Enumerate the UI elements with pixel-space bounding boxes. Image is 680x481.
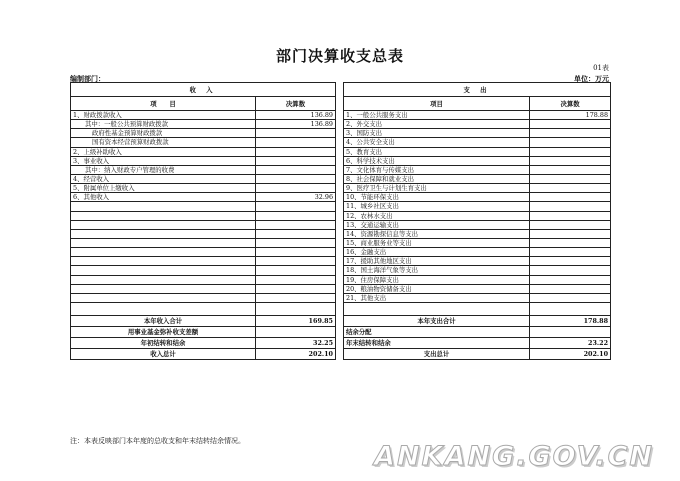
expense-amount-cell [530,229,611,238]
carryover-begin-value: 32.25 [256,337,336,348]
expense-amount-cell [530,202,611,211]
table-row [71,147,611,156]
compiling-department-label: 编制部门： [70,74,105,83]
table-row [71,165,611,174]
expense-item-cell: 17、援助其他地区支出 [344,257,530,266]
income-item-cell [71,238,256,247]
spacer-row [71,302,611,315]
grand-expense-label: 支出总计 [344,348,530,359]
table-row [71,257,611,266]
income-amount-cell [256,174,336,183]
surplus-distribution-label: 结余分配 [344,326,530,337]
table-row [71,111,611,120]
grand-income-value: 202.10 [256,348,336,359]
income-item-cell [71,220,256,229]
income-amount-cell [256,229,336,238]
income-amount-cell [256,257,336,266]
expense-amount-cell [530,257,611,266]
income-item-cell: 5、附属单位上缴收入 [71,184,256,193]
expense-item-cell: 21、其他支出 [344,293,530,302]
total-row [71,315,611,326]
income-item-cell: 国有资本经营预算财政拨款 [71,138,256,147]
expense-item-cell: 13、交通运输支出 [344,220,530,229]
table-row [71,266,611,275]
income-amount-cell [256,184,336,193]
table-row [71,220,611,229]
expense-item-cell: 15、商业服务业等支出 [344,238,530,247]
expense-amount-cell [530,275,611,284]
table-row [71,238,611,247]
expense-total-value: 178.88 [530,315,611,326]
expense-amount-cell [530,174,611,183]
section-header-row [71,83,611,97]
income-amount-cell [256,165,336,174]
income-amount-cell [256,147,336,156]
income-item-header: 项 目 [71,97,256,111]
table-row [71,193,611,202]
income-item-cell: 3、事业收入 [71,156,256,165]
expense-amount-cell [530,165,611,174]
expense-section-header: 支 出 [344,83,611,97]
income-item-cell: 1、财政拨款收入 [71,111,256,120]
expense-item-cell: 16、金融支出 [344,248,530,257]
income-item-cell: 4、经营收入 [71,174,256,183]
table-row [71,211,611,220]
expense-item-cell: 4、公共安全支出 [344,138,530,147]
table-note: 注：本表反映部门本年度的总收支和年末结转结余情况。 [70,437,245,445]
income-amount-cell [256,211,336,220]
table-row [71,284,611,293]
expense-amount-cell [530,284,611,293]
expense-amount-cell [530,147,611,156]
expense-item-cell: 1、一般公共服务支出 [344,111,530,120]
unit-label: 单位：万元 [574,74,609,83]
expense-amount-header: 决算数 [530,97,611,111]
grand-total-row [71,348,611,359]
income-item-cell [71,202,256,211]
table-footer [71,302,611,359]
expense-item-cell: 6、科学技术支出 [344,156,530,165]
table-row [71,174,611,183]
expense-item-cell: 12、农林水支出 [344,211,530,220]
expense-total-label: 本年支出合计 [344,315,530,326]
income-amount-cell [256,220,336,229]
expense-amount-cell [530,220,611,229]
expense-amount-cell [530,120,611,129]
income-amount-cell [256,138,336,147]
expense-item-cell: 9、医疗卫生与计划生育支出 [344,184,530,193]
table-body [71,83,611,303]
expense-amount-cell [530,238,611,247]
expense-item-cell: 19、住房保障支出 [344,275,530,284]
table-row [71,275,611,284]
expense-item-cell: 2、外交支出 [344,120,530,129]
site-watermark: ANKANG.GOV.CN [374,441,654,472]
income-total-label: 本年收入合计 [71,315,256,326]
income-amount-cell [256,248,336,257]
income-item-cell [71,229,256,238]
expense-amount-cell [530,156,611,165]
income-item-cell: 其中：纳入财政专户管理的收费 [71,165,256,174]
income-amount-header: 决算数 [256,97,336,111]
expense-item-cell: 7、文化体育与传媒支出 [344,165,530,174]
expense-item-header: 项目 [344,97,530,111]
income-item-cell: 政府性基金预算财政拨款 [71,129,256,138]
expense-item-cell: 11、城乡社区支出 [344,202,530,211]
table-row [71,156,611,165]
income-item-cell [71,257,256,266]
expense-item-cell: 5、教育支出 [344,147,530,156]
expense-item-cell: 10、节能环保支出 [344,193,530,202]
carryover-end-label: 年末结转和结余 [344,337,530,348]
carryover-end-value: 23.22 [530,337,611,348]
income-item-cell: 2、上级补助收入 [71,147,256,156]
grand-expense-value: 202.10 [530,348,611,359]
table-row [71,184,611,193]
income-item-cell [71,211,256,220]
expense-item-cell: 3、国防支出 [344,129,530,138]
expense-amount-cell [530,129,611,138]
expense-amount-cell [530,138,611,147]
form-number: 01表 [593,64,609,72]
table-row [71,129,611,138]
income-item-cell: 6、其他收入 [71,193,256,202]
expense-amount-cell [530,211,611,220]
expense-item-cell: 18、国土海洋气象等支出 [344,266,530,275]
expense-item-cell: 20、粮油物资储备支出 [344,284,530,293]
income-amount-cell: 32.96 [256,193,336,202]
table-row [71,229,611,238]
fund-supplement-label: 用事业基金弥补收支差额 [71,326,256,337]
table-row [71,202,611,211]
carryover-row [71,337,611,348]
budget-summary-table [70,82,611,360]
income-amount-cell [256,129,336,138]
expense-amount-cell [530,248,611,257]
income-section-header: 收 入 [71,83,336,97]
income-amount-cell [256,156,336,165]
income-total-value: 169.85 [256,315,336,326]
expense-amount-cell [530,193,611,202]
expense-amount-cell: 178.88 [530,111,611,120]
income-amount-cell [256,238,336,247]
expense-item-cell: 14、资源勘探信息等支出 [344,229,530,238]
expense-item-cell: 8、社会保障和就业支出 [344,174,530,183]
income-amount-cell [256,266,336,275]
income-amount-cell [256,275,336,284]
income-amount-cell [256,293,336,302]
column-header-row [71,97,611,111]
table-row [71,248,611,257]
income-item-cell: 其中：一般公共预算财政拨款 [71,120,256,129]
fund-supplement-row [71,326,611,337]
table-row [71,120,611,129]
income-item-cell [71,248,256,257]
expense-amount-cell [530,184,611,193]
income-item-cell [71,275,256,284]
income-amount-cell: 136.89 [256,120,336,129]
income-item-cell [71,293,256,302]
page-title: 部门决算收支总表 [275,47,404,65]
expense-amount-cell [530,266,611,275]
income-amount-cell [256,202,336,211]
income-amount-cell: 136.89 [256,111,336,120]
grand-income-label: 收入总计 [71,348,256,359]
table-row [71,138,611,147]
income-item-cell [71,284,256,293]
income-item-cell [71,266,256,275]
carryover-begin-label: 年初结转和结余 [71,337,256,348]
expense-amount-cell [530,293,611,302]
income-amount-cell [256,284,336,293]
table-row [71,293,611,302]
